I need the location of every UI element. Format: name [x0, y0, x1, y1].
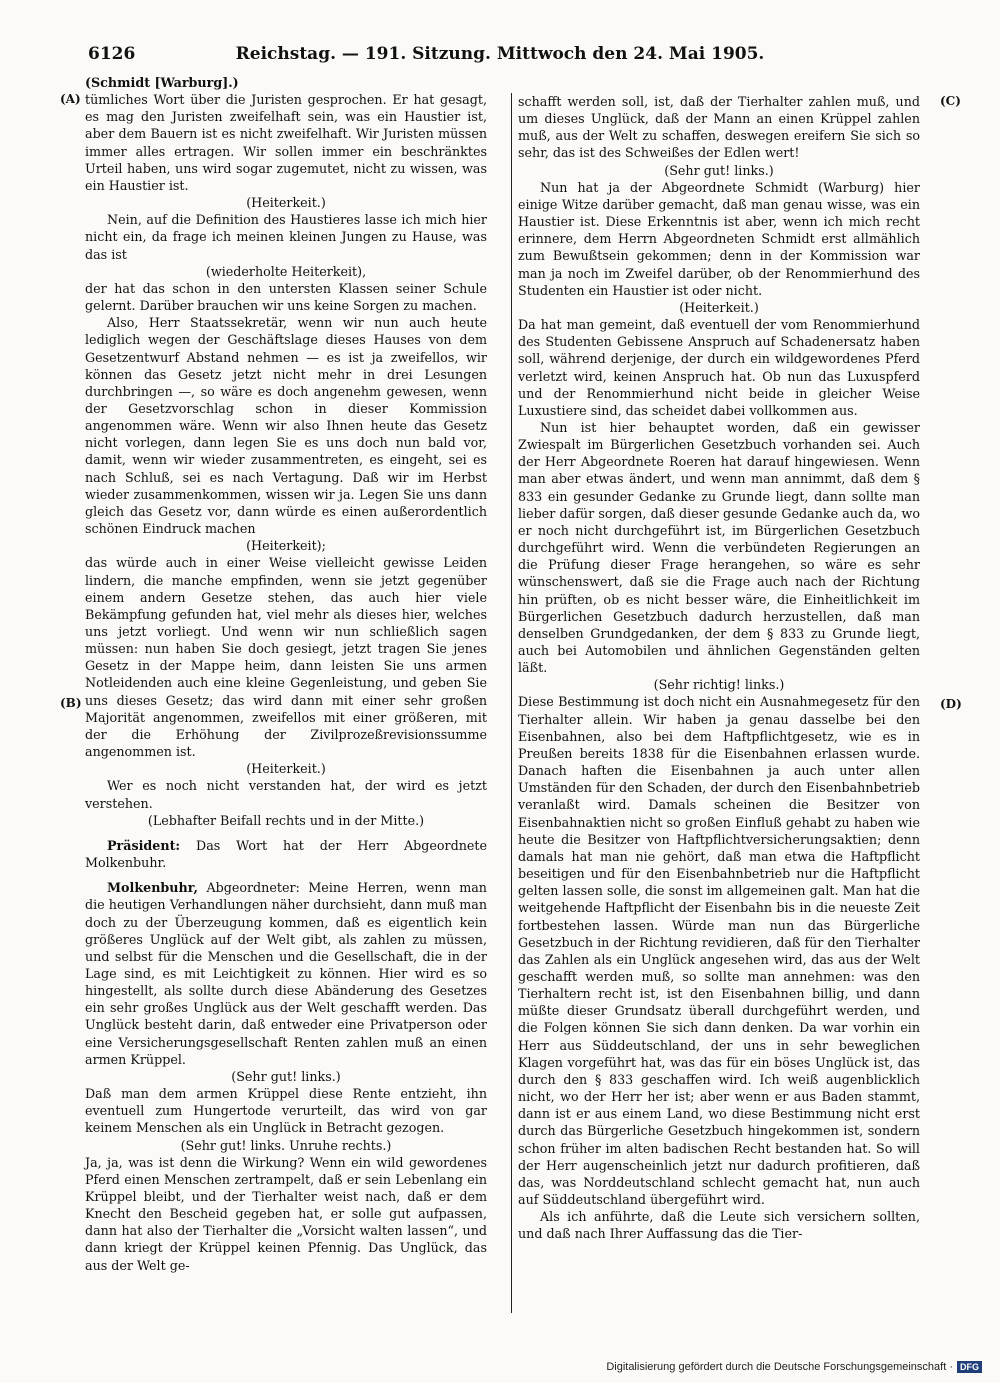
column-divider	[511, 93, 512, 1313]
right-column	[518, 93, 920, 1242]
paragraph: Da hat man gemeint, daß eventuell der vom Renommierhund des Studenten Gebissene Anspruch auf Schadenersatz haben soll, während derjenige, der durch ein wildgewordenes Pferd verletzt wird, keinen Anspruch hat. Ob nun das Luxuspferd und der Renommierhund nicht beide in gleicher Weise Luxustiere sind, das scheidet dabei vollkommen aus.	[518, 317, 920, 418]
paragraph: Nun ist hier behauptet worden, daß ein gewisser Zwiespalt im Bürgerlichen Gesetzbuch vorhanden sei. Auch der Herr Abgeordnete Roeren hat darauf hingewiesen. Wenn man aber etwas ändert, und wenn man annimmt, daß dem § 833 ein gesunder Gedanke zu Grunde liegt, dann sollte man lieber dafür sorgen, daß dieser gesunde Gedanke auch da, wo er noch nicht durchgeführt ist, im Bürgerlichen Gesetzbuch durchgeführt wird. Wenn die verbündeten Regierungen an die Prüfung dieser Frage herangehen, so wäre es sehr wünschenswert, daß sie die Frage auch nach der Richtung hin prüften, ob es nicht besser wäre, die Einheitlichkeit im Bürgerlichen Gesetzbuch dadurch herzustellen, daß man denselben Grundgedanken, der dem § 833 zu Grunde liegt, auch bei Automobilen und ähnlichen Gegenständen gelten läßt.	[518, 419, 920, 676]
paragraph: Wer es noch nicht verstanden hat, der wird es jetzt verstehen.	[85, 778, 487, 811]
speech-start	[85, 879, 487, 1068]
paragraph: Also, Herr Staatssekretär, wenn wir nun auch heute lediglich wegen der Geschäftslage dieses Hauses von dem Gesetzentwurf Abstand nehmen — es ist ja zweifellos, wir können das Gesetz jetzt nicht mehr in drei Lesungen durchbringen —, so wäre es doch angenehm gewesen, wenn der Gesetzvorschlag schon in dieser Kommission angenommen wäre. Wenn wir also Ihnen heute das Gesetz nicht vorlegen, dann legen Sie es uns doch nun bald vor, damit, wenn wir wieder zusammentreten, es eingeht, sei es nach Schluß, sei es nach Vertagung. Daß wir im Herbst wieder zusammenkommen, wissen wir ja. Legen Sie uns dann gleich das Gesetz vor, dann würde es einen außerordentlich schönen Eindruck machen	[85, 315, 487, 537]
page-header	[60, 44, 940, 68]
speaker-reference: (Schmidt [Warburg].)	[85, 75, 239, 90]
margin-mark-d: (D)	[940, 697, 962, 711]
reaction: (wiederholte Heiterkeit),	[205, 263, 367, 279]
margin-mark-c: (C)	[940, 94, 961, 108]
reaction: (Heiterkeit);	[246, 538, 326, 554]
reaction: (Sehr richtig! links.)	[653, 677, 785, 693]
paragraph: das würde auch in einer Weise vielleicht gewisse Leiden lindern, die manche empfinden, wenn sie jetzt gegenüber einem andern Gesetze stehen, das auch hier viele Bekämpfung gefunden hat, viel mehr als dieses hier, welches uns jetzt vorliegt. Und wenn wir nun schließlich sagen müssen: nun haben Sie doch gesiegt, jetzt tragen Sie jenes Gesetz in der Mappe heim, dann leisten Sie uns armen Notleidenden auch eine kleine Gegenleistung, und geben Sie uns dieses Gesetz; das wird dann mit einer sehr großen Majorität angenommen, zweifellos mit einer größeren, mit der die Erhöhung der Zivilprozeßrevisionssumme angenommen ist.	[85, 555, 487, 760]
paragraph: schafft werden soll, ist, daß der Tierhalter zahlen muß, und um dieses Unglück, daß der Mann an einen Krüppel zahlen muß, aus der Welt zu schaffen, deswegen ereifern Sie sich so sehr, das ist des Schweißes der Edlen wert!	[518, 94, 920, 161]
president-label: Präsident:	[107, 837, 181, 853]
digitization-footer	[606, 1361, 982, 1373]
page-number: 6126	[88, 44, 136, 64]
reaction: (Heiterkeit.)	[246, 761, 326, 777]
president-remark	[85, 837, 487, 871]
reaction: (Lebhafter Beifall rechts und in der Mitte.)	[147, 812, 425, 828]
paragraph: Daß man dem armen Krüppel diese Rente entzieht, ihn eventuell zum Hungertode verurteilt, das wird von gar keinem Menschen als ein Unglück in Betracht gezogen.	[85, 1086, 487, 1136]
paragraph: Nein, auf die Definition des Haustieres lasse ich mich hier nicht ein, da frage ich meinen kleinen Jungen zu Hause, was das ist	[85, 212, 487, 262]
reaction: (Heiterkeit.)	[246, 195, 326, 211]
paragraph: Nun hat ja der Abgeordnete Schmidt (Warburg) hier einige Witze darüber gemacht, daß man genau wisse, was ein Haustier ist. Diese Erkenntnis ist aber, wenn ich mich recht erinnere, dem Herrn Abgeordneten Schmidt erst allmählich zum Bewußtsein gekommen; denn in der Kommission war man ja noch im Zweifel darüber, ob der Renommierhund des Studenten ein Haustier ist oder nicht.	[518, 179, 920, 298]
speech-text: Abgeordneter: Meine Herren, wenn man die heutigen Verhandlungen näher durchsieht, dann muß man doch zu der Überzeugung kommen, daß es eigentlich kein größeres Unglück auf der Welt gibt, als zahlen zu müssen, und selbst für die Menschen und die Gesellschaft, die in der Lage sind, es mit Leichtigkeit zu können. Hier wird es so hingestellt, als sollte durch diese Abänderung des Gesetzes ein sehr großes Unglück aus der Welt geschafft werden. Das Unglück besteht darin, daß entweder eine Privatperson oder eine Versicherungsgesellschaft Renten zahlen muß an einen armen Krüppel.	[85, 880, 487, 1067]
left-column	[85, 74, 487, 1274]
reaction: (Sehr gut! links.)	[664, 162, 774, 178]
margin-mark-a: (A)	[60, 92, 81, 106]
president-text: Das Wort hat der Herr Abgeordnete Molkenbuhr.	[85, 837, 487, 871]
speaker-label: Molkenbuhr,	[107, 880, 198, 896]
margin-mark-b: (B)	[60, 696, 82, 710]
reaction: (Sehr gut! links.)	[231, 1068, 341, 1084]
dfg-logo: DFG	[957, 1361, 982, 1373]
reaction: (Heiterkeit.)	[679, 299, 759, 315]
paragraph: Als ich anführte, daß die Leute sich versichern sollten, und daß nach Ihrer Auffassung das die Tier-	[518, 1209, 920, 1242]
reaction: (Sehr gut! links. Unruhe rechts.)	[180, 1137, 392, 1153]
paragraph: tümliches Wort über die Juristen gesprochen. Er hat gesagt, es mag den Juristen zweifelhaft sein, was ein Haustier ist, aber dem Bauern ist es nicht zweifelhaft. Wir Juristen müssen immer alles ertragen. Wir sollen immer ein beschränktes Urteil haben, uns wird sogar zugemutet, nicht zu wissen, was ein Haustier ist.	[85, 92, 487, 193]
paragraph: der hat das schon in den untersten Klassen seiner Schule gelernt. Darüber brauchen wir uns keine Sorgen zu machen.	[85, 280, 487, 314]
paragraph: Diese Bestimmung ist doch nicht ein Ausnahmegesetz für den Tierhalter allein. Wir haben ja genau dasselbe bei den Eisenbahnen, also bei dem Haftpflichtgesetz, wie es in Preußen bereits 1838 für die Eisenbahnen erlassen wurde. Danach haften die Eisenbahnen ja auch unter allen Umständen für den Schaden, der durch den Eisenbahnbetrieb veranlaßt wird. Damals scheinen die Besitzer von Eisenbahnaktien nicht so großen Einfluß gehabt zu haben wie heute die Besitzer von Haftpflichtversicherungsaktien; denn damals hat man nie gehört, daß man etwa die Haftpflicht beseitigen und für den Eisenbahnbetrieb nur die Haftpflicht gelten lassen solle, die sonst im allgemeinen galt. Man hat die weitgehende Haftpflicht der Eisenbahn bis in die neueste Zeit fortbestehen lassen. Würde man nun das Bürgerliche Gesetzbuch in der Richtung revidieren, daß für den Tierhalter das Zahlen als ein Unglück angesehen wird, das aus der Welt geschafft werden muß, so sollte man annehmen: was den Tierhaltern recht ist, ist den Eisenbahnen billig, und dann müßte dieser Grundsatz überall durchgeführt werden, und die Folgen können Sie sich dann denken. Da war vorhin ein Herr aus Süddeutschland, der uns in sehr beweglichen Klagen vorgeführt hat, was das für ein böses Unglück ist, das durch den § 833 geschaffen wird. Ich weiß augenblicklich nicht, wo der Herr her ist; aber wenn er aus Baden stammt, dann ist er aus einem Land, wo diese Bestimmung nicht erst durch das Bürgerliche Gesetzbuch hingekommen ist, sondern schon früher im alten badischen Recht bestanden hat. So will der Herr augenscheinlich jetzt nur dadurch profitieren, daß das, was Norddeutschland schlecht gemacht hat, nun auch auf Süddeutschland übergeführt wird.	[518, 694, 920, 1207]
paragraph: Ja, ja, was ist denn die Wirkung? Wenn ein wild gewordenes Pferd einen Menschen zertrampelt, daß er sein Lebenlang ein Krüppel bleibt, und der Tierhalter weist nach, daß er dem Knecht den Bescheid gegeben hat, er solle gut aufpassen, dann hat also der Tierhalter die „Vorsicht walten lassen“, und dann kriegt der Krüppel keinen Pfennig. Das Unglück, das aus der Welt ge-	[85, 1154, 487, 1273]
running-title: Reichstag. — 191. Sitzung. Mittwoch den 24. Mai 1905.	[235, 44, 765, 64]
footer-text: Digitalisierung gefördert durch die Deutsche Forschungsgemeinschaft ·	[606, 1361, 953, 1373]
